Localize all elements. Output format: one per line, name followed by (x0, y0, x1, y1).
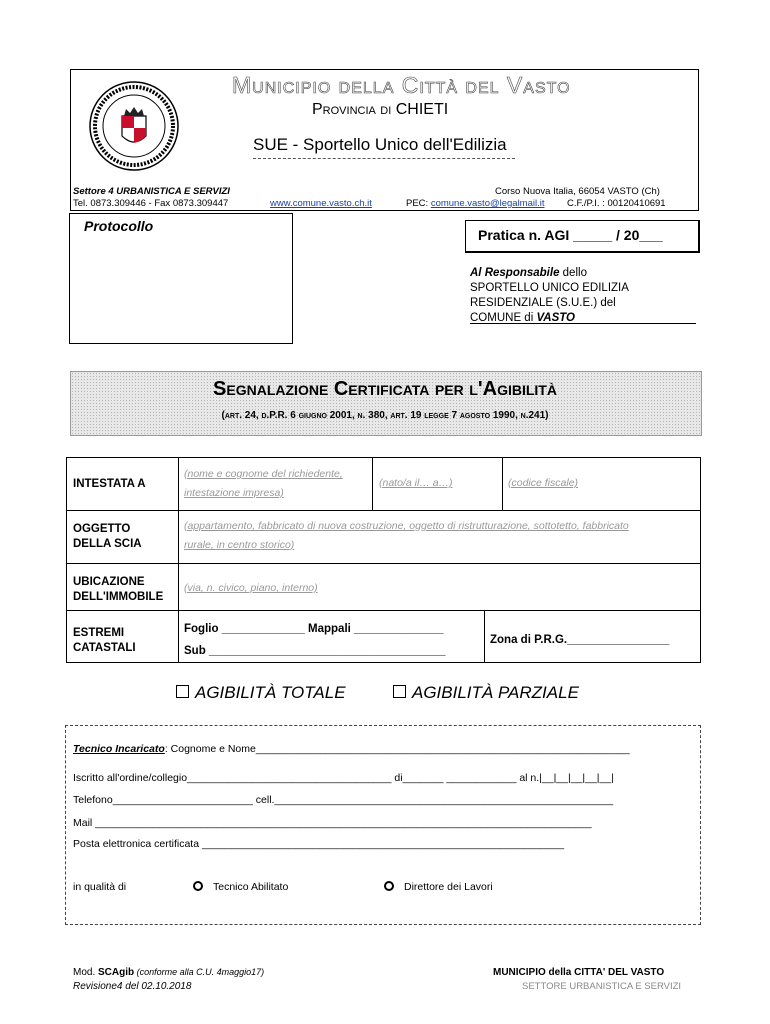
table-rule (66, 610, 701, 611)
object-placeholder-1: (appartamento, fabbricato di nuova costruzione, oggetto di ristrutturazione, sottotetto, fabbricato (184, 520, 629, 532)
table-rule (178, 457, 179, 663)
fiscal-code-field[interactable]: (codice fiscale) (508, 477, 579, 489)
form-model (73, 967, 264, 978)
oggetto-label (73, 522, 142, 552)
oggetto-label-2: DELLA SCIA (73, 538, 142, 550)
table-rule (484, 610, 485, 663)
role-option-tecnico[interactable] (193, 881, 288, 893)
checkbox-icon[interactable] (393, 685, 406, 698)
recipient-city: VASTO (536, 312, 576, 324)
role-option-direttore-label: Direttore dei Lavori (404, 881, 493, 893)
phone-field[interactable]: Telefono________________________ cell.__________________________________________________________ (73, 794, 614, 806)
agibilita-parziale-option[interactable] (393, 683, 579, 703)
technician-label: Tecnico Incaricato (73, 743, 165, 755)
location-field[interactable]: (via, n. civico, piano, interno) (184, 582, 318, 594)
estremi-label (73, 626, 136, 656)
recipient-underline (470, 323, 696, 324)
recipient-line2: SPORTELLO UNICO EDILIZIA (470, 282, 629, 294)
form-model-prefix: Mod. (73, 967, 99, 978)
applicant-name-field[interactable] (184, 465, 343, 503)
province-name: Provincia di CHIETI (312, 101, 449, 118)
pec-label: PEC: (406, 198, 429, 209)
applicant-name-placeholder-1: (nome e cognome del richiedente, (184, 468, 343, 480)
mail-field[interactable]: Mail _____________________________________________________________________________________ (73, 817, 592, 829)
phone-fax: Tel. 0873.309446 - Fax 0873.309447 (73, 198, 229, 209)
order-registration-field[interactable]: Iscritto all'ordine/collegio___________________________________ di_______ ____________ al n.|__|__|__|__|__| (73, 772, 614, 784)
recipient-line3: RESIDENZIALE (S.U.E.) del (470, 297, 616, 309)
role-option-tecnico-label: Tecnico Abilitato (213, 881, 289, 893)
sector-label: Settore 4 URBANISTICA E SERVIZI (73, 186, 230, 197)
document-title: Segnalazione Certificata per l'Agibilità (213, 378, 557, 400)
birth-field[interactable]: (nato/a il… a…) (379, 477, 453, 489)
form-revision: Revisione4 del 02.10.2018 (73, 981, 192, 992)
form-model-note: (conforme alla C.U. 4maggio17) (134, 967, 265, 977)
sub-field[interactable]: Sub _____________________________________ (184, 645, 446, 657)
checkbox-icon[interactable] (176, 685, 189, 698)
technician-name-field[interactable]: : Cognome e Nome________________________________________________________________ (164, 743, 630, 755)
footer-municipio: MUNICIPIO della CITTA' DEL VASTO (493, 967, 665, 978)
pec-contact (406, 198, 545, 209)
intestata-label: INTESTATA A (73, 478, 146, 490)
recipient-block (470, 266, 700, 326)
applicant-name-placeholder-2: intestazione impresa) (184, 487, 284, 499)
municipal-seal-logo (84, 76, 184, 172)
table-rule (66, 510, 701, 511)
office-address: Corso Nuova Italia, 66054 VASTO (Ch) (495, 186, 660, 197)
oggetto-label-1: OGGETTO (73, 523, 131, 535)
radio-bullet-icon[interactable] (193, 881, 203, 891)
role-option-direttore[interactable] (384, 881, 493, 893)
recipient-line1: dello (559, 267, 587, 279)
object-field[interactable] (184, 517, 629, 555)
form-model-code: SCAgib (98, 967, 135, 978)
agibilita-totale-option[interactable] (176, 683, 346, 703)
pec-email-link[interactable]: comune.vasto@legalmail.it (430, 198, 545, 209)
office-name: SUE - Sportello Unico dell'Edilizia (253, 135, 507, 154)
tax-code: C.F./P.I. : 00120410691 (567, 198, 666, 209)
ubicazione-label (73, 575, 163, 605)
municipality-name: Municipio della Città del Vasto (232, 72, 571, 98)
agibilita-parziale-label: AGIBILITÀ PARZIALE (412, 683, 579, 702)
estremi-label-1: ESTREMI (73, 627, 125, 639)
pec-field[interactable]: Posta elettronica certificata ______________________________________________________________ (73, 838, 565, 850)
role-label: in qualità di (73, 881, 127, 893)
agibilita-totale-label: AGIBILITÀ TOTALE (195, 683, 346, 702)
table-rule (372, 457, 373, 510)
practice-number-label: Pratica n. AGI _____ / 20___ (478, 227, 663, 243)
table-rule (66, 563, 701, 564)
estremi-label-2: CATASTALI (73, 642, 136, 654)
table-rule (502, 457, 503, 510)
recipient-lead: Al Responsabile (470, 267, 560, 279)
ubicazione-label-1: UBICAZIONE (73, 576, 145, 588)
protocol-label: Protocollo (84, 218, 154, 234)
zona-prg-field[interactable]: Zona di P.R.G.________________ (490, 634, 670, 646)
website-link[interactable]: www.comune.vasto.ch.it (270, 198, 372, 209)
header-divider (253, 158, 515, 159)
foglio-mappali-field[interactable]: Foglio _____________ Mappali ______________ (184, 623, 444, 635)
radio-bullet-icon[interactable] (384, 881, 394, 891)
recipient-line4: COMUNE di (470, 312, 537, 324)
footer-settore: SETTORE URBANISTICA E SERVIZI (522, 981, 682, 992)
technician-name-line[interactable] (73, 743, 630, 755)
ubicazione-label-2: DELL'IMMOBILE (73, 591, 164, 603)
document-subtitle: (art. 24, d.P.R. 6 giugno 2001, n. 380, art. 19 legge 7 agosto 1990, n.241) (221, 410, 549, 421)
object-placeholder-2: rurale, in centro storico) (184, 539, 295, 551)
